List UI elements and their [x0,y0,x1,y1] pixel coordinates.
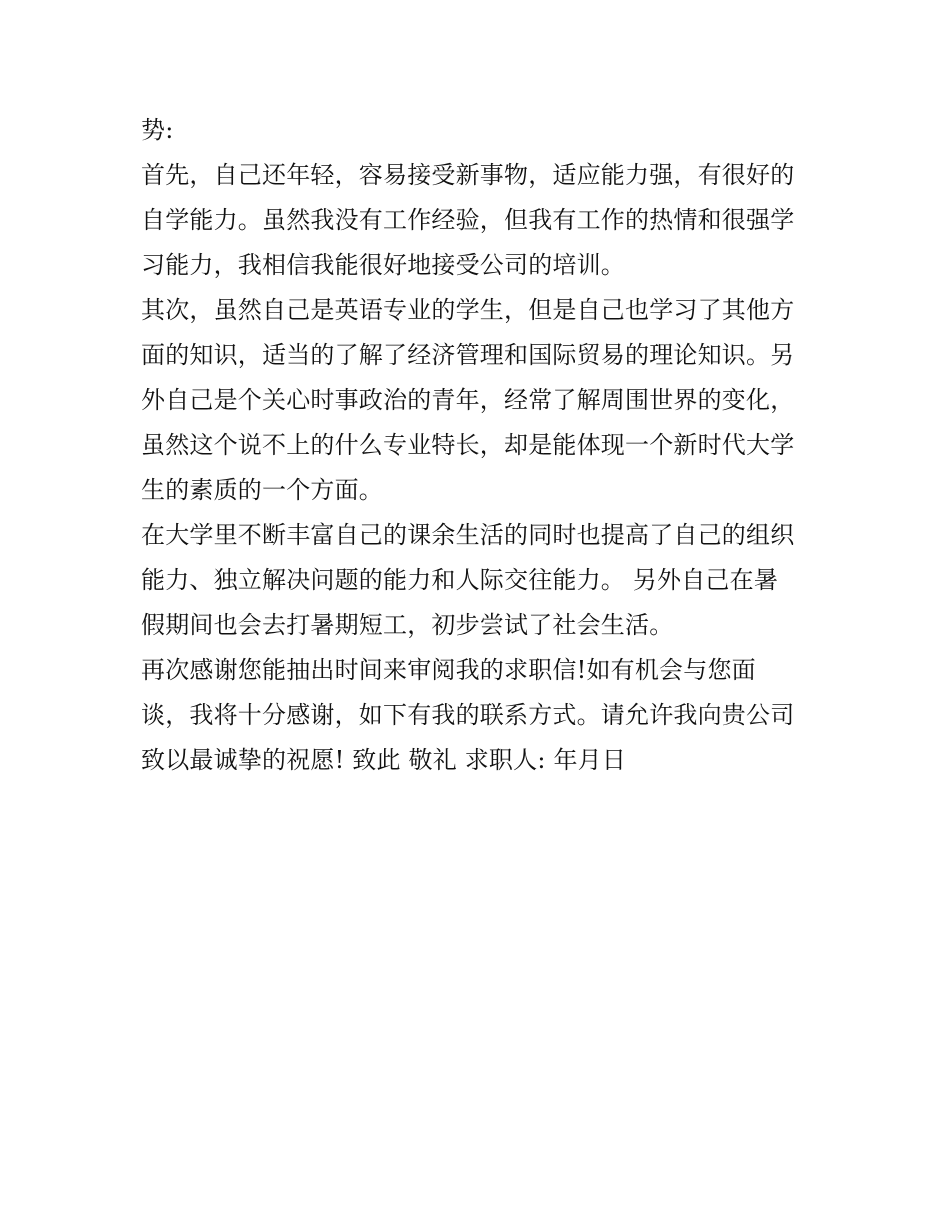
text-line: 能力、独立解决问题的能力和人际交往能力。 另外自己在暑 [141,566,779,594]
text-line: 假期间也会去打暑期短工，初步尝试了社会生活。 [141,611,674,639]
text-line: 虽然这个说不上的什么专业特长，却是能体现一个新时代大学 [141,431,795,459]
text-line: 自学能力。虽然我没有工作经验，但我有工作的热情和很强学 [141,206,795,234]
text-line: 习能力，我相信我能很好地接受公司的培训。 [141,251,625,279]
text-line: 其次，虽然自己是英语专业的学生，但是自己也学习了其他方 [141,296,795,324]
letter-body [141,108,821,783]
text-line: 谈，我将十分感谢，如下有我的联系方式。请允许我向贵公司 [141,701,795,729]
text-line: 再次感谢您能抽出时间来审阅我的求职信!如有机会与您面 [141,656,756,684]
text-line: 首先，自己还年轻，容易接受新事物，适应能力强，有很好的 [141,161,795,189]
text-line: 外自己是个关心时事政治的青年，经常了解周围世界的变化， [141,386,795,414]
text-line: 势: [141,116,174,144]
text-line: 在大学里不断丰富自己的课余生活的同时也提高了自己的组织 [141,521,795,549]
text-line: 致以最诚挚的祝愿! 致此 敬礼 求职人: 年月日 [141,746,627,774]
text-line: 生的素质的一个方面。 [141,476,383,504]
text-line: 面的知识，适当的了解了经济管理和国际贸易的理论知识。另 [141,341,795,369]
